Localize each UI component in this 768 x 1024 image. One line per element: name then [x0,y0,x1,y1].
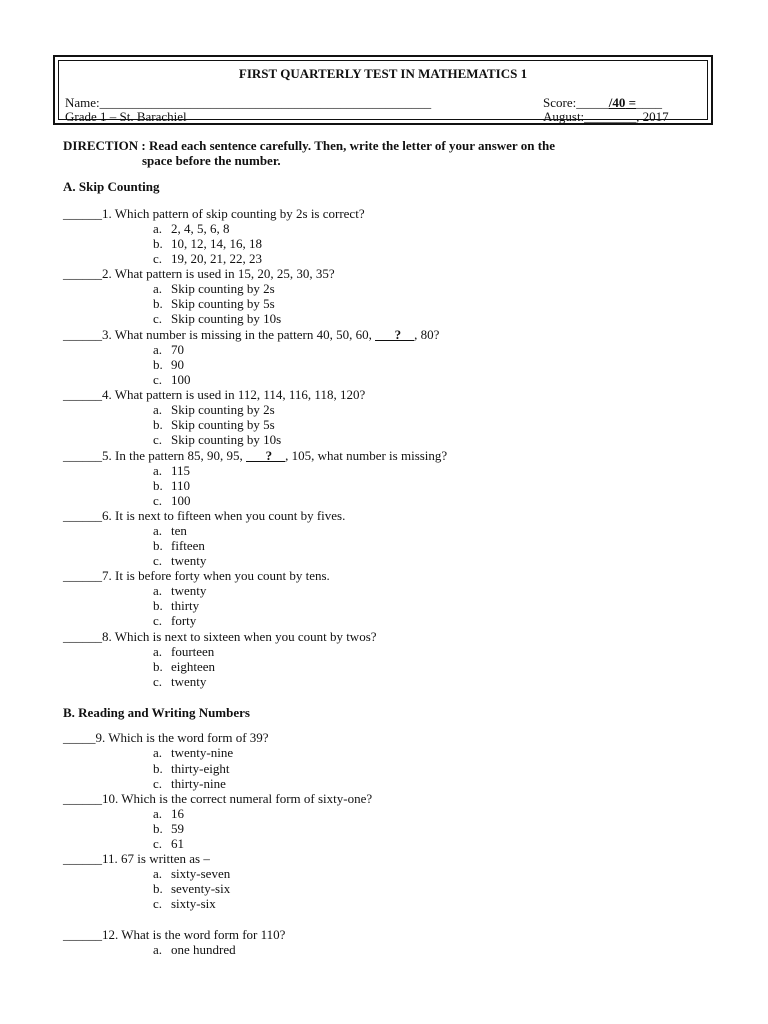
question-10[interactable]: ______10. Which is the correct numeral form of sixty-one? [63,791,373,806]
q6-option-c: c. twenty [153,553,207,568]
date-group [543,109,669,124]
direction-line-1: DIRECTION : Read each sentence carefully. Then, write the letter of your answer on the [63,138,556,153]
q2-option-b: b. Skip counting by 5s [153,296,275,311]
q9-option-b: b. thirty-eight [153,761,230,776]
question-9[interactable]: _____9. Which is the word form of 39? [63,730,269,745]
q1-option-a: a. 2, 4, 5, 6, 8 [153,221,230,236]
score-field[interactable]: _____ [576,95,609,110]
q8-option-c: c. twenty [153,674,207,689]
grade-date-row [65,109,681,124]
q10-option-c: c. 61 [153,836,184,851]
q1-option-c: c. 19, 20, 21, 22, 23 [153,251,262,266]
q8-option-b: b. eighteen [153,659,216,674]
question-5[interactable]: ______5. In the pattern 85, 90, 95, ___?__, 105, what number is missing? [63,448,448,463]
score-result-field[interactable]: ____ [636,95,663,110]
q10-option-a: a. 16 [153,806,184,821]
q6-option-b: b. fifteen [153,538,205,553]
score-label: Score: [543,95,577,110]
score-group [543,95,662,110]
q2-option-c: c. Skip counting by 10s [153,311,282,326]
q8-option-a: a. fourteen [153,644,215,659]
question-1[interactable]: ______1. Which pattern of skip counting by 2s is correct? [63,206,365,221]
q7-option-a: a. twenty [153,583,207,598]
q7-option-c: c. forty [153,613,197,628]
q12-option-a: a. one hundred [153,942,236,957]
score-equals: = [625,95,637,110]
section-b-heading: B. Reading and Writing Numbers [63,705,250,720]
question-2[interactable]: ______2. What pattern is used in 15, 20, 25, 30, 35? [63,266,335,281]
question-12[interactable]: ______12. What is the word form for 110? [63,927,286,942]
q9-option-c: c. thirty-nine [153,776,226,791]
date-field[interactable]: ________ [584,109,637,124]
date-label: August: [543,109,585,124]
q4-option-b: b. Skip counting by 5s [153,417,275,432]
section-a-heading: A. Skip Counting [63,179,160,194]
q11-option-a: a. sixty-seven [153,866,231,881]
q11-option-b: b. seventy-six [153,881,231,896]
grade-section: Grade 1 – St. Barachiel [65,109,187,124]
q11-option-c: c. sixty-six [153,896,216,911]
name-label: Name: [65,95,100,110]
question-11[interactable]: ______11. 67 is written as – [63,851,210,866]
test-title: FIRST QUARTERLY TEST IN MATHEMATICS 1 [238,66,528,81]
q3-option-b: b. 90 [153,357,184,372]
q9-option-a: a. twenty-nine [153,745,234,760]
q5-option-a: a. 115 [153,463,191,478]
question-6[interactable]: ______6. It is next to fifteen when you count by fives. [63,508,346,523]
q3-option-a: a. 70 [153,342,184,357]
question-3[interactable]: ______3. What number is missing in the pattern 40, 50, 60, ___?__, 80? [63,327,440,342]
date-year: , 2017 [636,109,669,124]
q5-option-b: b. 110 [153,478,191,493]
name-score-row [65,95,681,110]
test-header-box [53,55,713,125]
question-7[interactable]: ______7. It is before forty when you count by tens. [63,568,330,583]
q4-option-a: a. Skip counting by 2s [153,402,275,417]
test-header-inner-border [58,60,708,124]
direction-line-2: space before the number. [142,153,281,168]
q3-option-c: c. 100 [153,372,191,387]
q2-option-a: a. Skip counting by 2s [153,281,275,296]
direction-text [63,138,663,168]
q3-missing-blank: ___?__ [375,327,415,342]
name-field[interactable]: ___________________________________________________ [99,95,432,110]
q5-option-c: c. 100 [153,493,191,508]
score-total: /40 [608,95,626,110]
question-8[interactable]: ______8. Which is next to sixteen when you count by twos? [63,629,377,644]
q7-option-b: b. thirty [153,598,200,613]
q1-option-b: b. 10, 12, 14, 16, 18 [153,236,262,251]
q5-missing-blank: ___?__ [246,448,286,463]
question-4[interactable]: ______4. What pattern is used in 112, 114, 116, 118, 120? [63,387,366,402]
q10-option-b: b. 59 [153,821,184,836]
q4-option-c: c. Skip counting by 10s [153,432,282,447]
q6-option-a: a. ten [153,523,187,538]
